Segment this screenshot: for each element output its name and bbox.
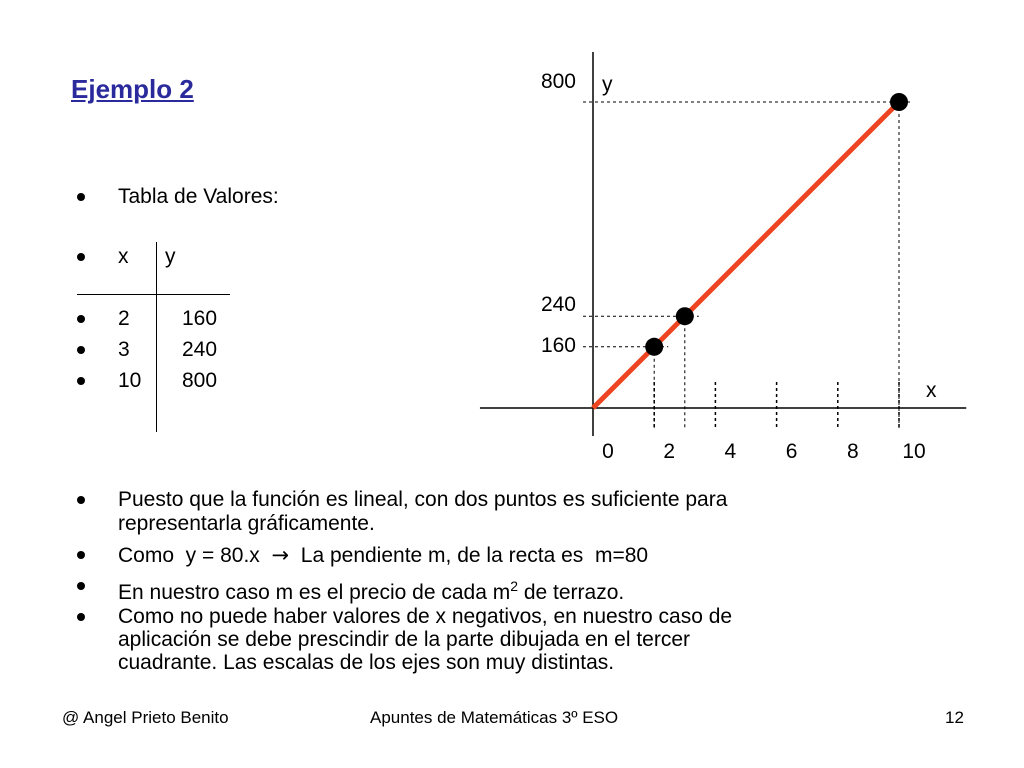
table-cell-y: 800: [182, 369, 218, 392]
table-cell-y: 160: [182, 307, 218, 330]
footer-page-number: 12: [945, 708, 964, 727]
table-cell-x: 2: [118, 307, 130, 330]
note-part: En nuestro caso m es el precio de cada m: [118, 581, 511, 604]
note-line: cuadrante. Las escalas de los ejes son muy distintas.: [118, 651, 615, 674]
y-tick-label: 160: [540, 333, 576, 357]
bullet-icon: [77, 582, 85, 590]
table-cell-y: 240: [182, 338, 218, 361]
x-axis-label: x: [926, 379, 937, 402]
table-intro: Tabla de Valores:: [118, 185, 279, 208]
right-arrow-icon: →: [271, 543, 290, 567]
data-point: [676, 307, 694, 325]
note-text: [118, 605, 732, 674]
note-part: Como y = 80.x: [118, 544, 272, 567]
footer-author: @ Angel Prieto Benito: [62, 708, 229, 727]
x-tick-label: 0: [602, 440, 614, 463]
x-tick-label: 4: [724, 440, 737, 463]
table-cell-x: 10: [118, 369, 142, 392]
note-line: aplicación se debe prescindir de la parte dibujada en el tercer: [118, 628, 691, 651]
note-text: [118, 574, 624, 605]
note-text: [118, 488, 727, 536]
y-axis-label: y: [602, 73, 613, 96]
bullet-icon: [77, 613, 85, 621]
note-part: La pendiente m, de la recta es m=80: [289, 544, 649, 567]
bullet-icon: [77, 496, 85, 504]
x-tick-label: 2: [663, 440, 676, 463]
data-point: [890, 93, 908, 111]
footer-course: Apuntes de Matemáticas 3º ESO: [370, 708, 619, 727]
y-tick-label: 240: [540, 293, 576, 317]
table-header-y: y: [165, 245, 176, 268]
note-line: Puesto que la función es lineal, con dos puntos es suficiente para: [118, 488, 728, 511]
x-tick-label: 10: [902, 440, 926, 463]
x-tick-label: 8: [846, 440, 859, 463]
function-line: [593, 99, 902, 408]
note-line: Como no puede haber valores de x negativos, en nuestro caso de: [118, 605, 733, 628]
data-point: [645, 338, 663, 356]
bullet-icon: [77, 551, 85, 559]
note-line: representarla gráficamente.: [118, 512, 375, 535]
slide-title: Ejemplo 2: [71, 74, 194, 104]
y-tick-label: 800: [540, 70, 576, 93]
x-tick-label: 6: [785, 440, 798, 463]
note-part: de terrazo.: [518, 581, 625, 604]
note-superscript: 2: [510, 578, 518, 594]
table-cell-x: 3: [118, 338, 130, 361]
table-header-x: x: [118, 245, 129, 268]
note-text: [118, 543, 648, 568]
